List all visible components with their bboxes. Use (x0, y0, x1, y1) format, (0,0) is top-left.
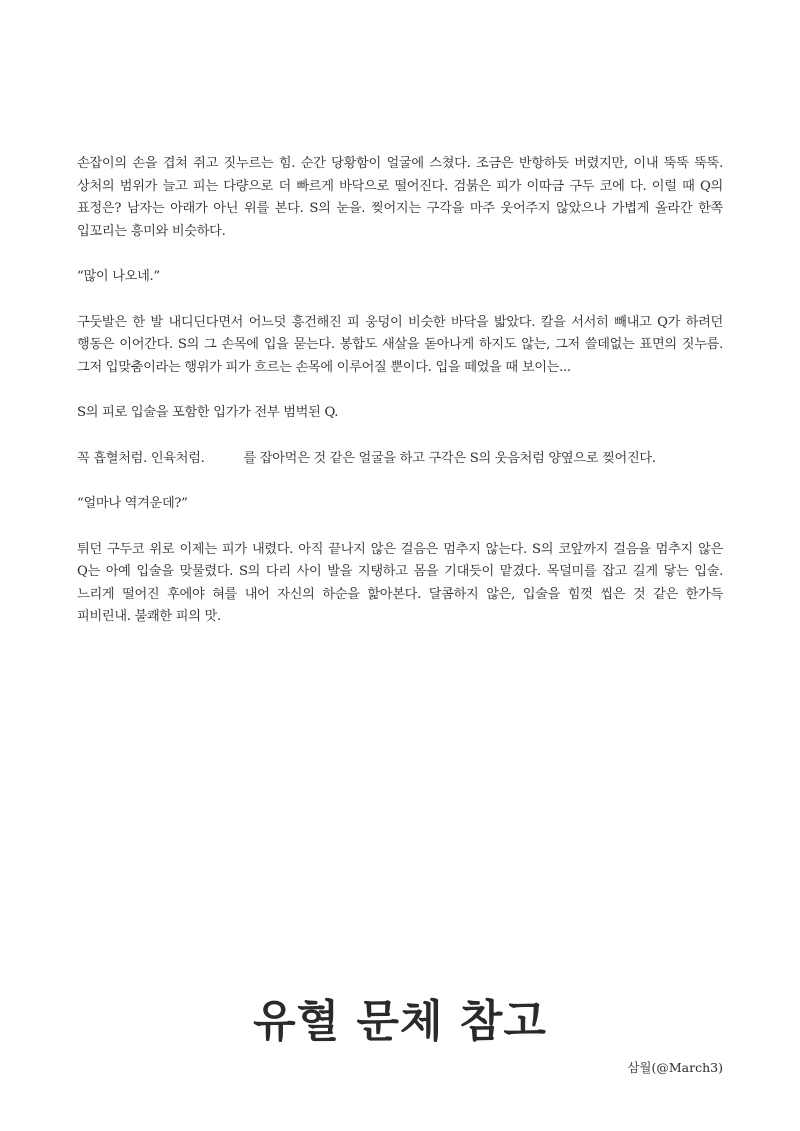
paragraph: S의 피로 입술을 포함한 입가가 전부 범벅된 Q. (77, 405, 339, 420)
paragraph: 튀던 구두코 위로 이제는 피가 내렸다. 아직 끝나지 않은 걸음은 멈추지 않는다. S의 코앞까지 걸음을 멈추지 않은 Q는 아예 입술을 맞물렸다. S의 다리 사이 발을 지탱하고 몸을 기대듯이 맡겼다. 목덜미를 잡고 길게 닿는 입술. 느리게 떨어진 후에야 혀를 내어 자신의 하순을 핥아본다. 달콤하지 않은, 입술을 힘껏 씹은 것 같은 한가득 피비린내. 불쾌한 피의 맛. (77, 541, 723, 624)
dialogue-line: “얼마나 역겨운데?” (77, 496, 188, 511)
paragraph: 구둣발은 한 발 내디딘다면서 어느덧 흥건해진 피 웅덩이 비슷한 바닥을 밟았다. 칼을 서서히 빼내고 Q가 하려던 행동은 이어간다. S의 그 손목에 입을 묻는다. 봉합도 새살을 돋아나게 하지도 않는, 그저 쓸데없는 표면의 짓누름. 그저 입맞춤이라는 행위가 피가 흐르는 손목에 이루어질 뿐이다. 입을 떼었을 때 보이는... (77, 314, 723, 375)
paragraph: 꼭 흡혈처럼. 인육처럼. 를 잡아먹은 것 같은 얼굴을 하고 구각은 S의 웃음처럼 양옆으로 찢어진다. (77, 450, 656, 466)
author-credit: 삼월(@March3) (627, 1060, 723, 1075)
footer-title: 유혈 문체 참고 (253, 996, 547, 1047)
dialogue-line: “많이 나오네.” (77, 269, 160, 284)
story-text (77, 153, 723, 652)
paragraph: 손잡이의 손을 겹쳐 쥐고 짓누르는 힘. 순간 당황함이 얼굴에 스쳤다. 조금은 반항하듯 버렸지만, 이내 뚝뚝 뚝뚝. 상처의 범위가 늘고 피는 다량으로 더 빠르게 바닥으로 떨어진다. 검붉은 피가 이따금 구두 코에 다. 이럴 때 Q의 표정은? 남자는 아래가 아닌 위를 본다. S의 눈을. 찢어지는 구각을 마주 웃어주지 않았으나 가볍게 올라간 한쪽 입꼬리는 흥미와 비슷하다. (77, 156, 723, 239)
